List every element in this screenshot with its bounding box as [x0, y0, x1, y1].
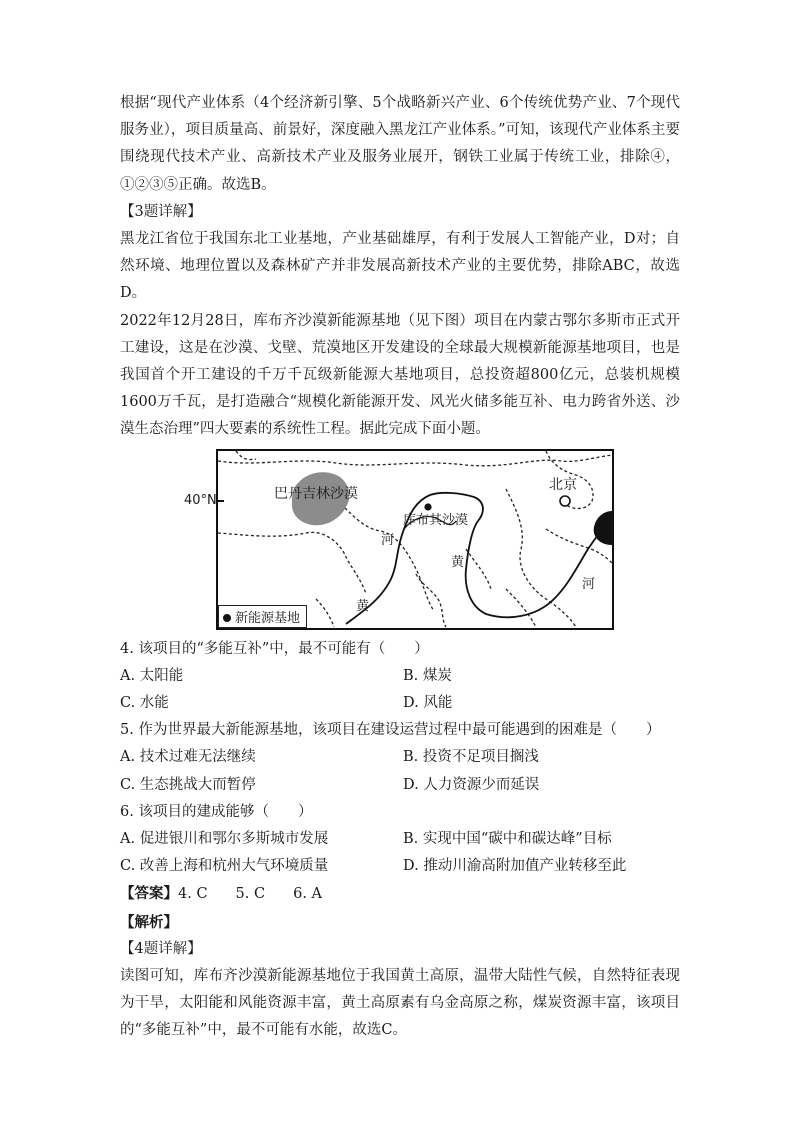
answer-4: 4. C	[178, 886, 208, 903]
kubuqi-label: 库布其沙漠	[403, 512, 469, 528]
answer-line	[120, 880, 680, 908]
question-5-stem: 5. 作为世界最大新能源基地，该项目在建设运营过程中最可能遇到的困难是（ ）	[120, 722, 661, 739]
river-label-he-1: 河	[381, 532, 395, 548]
answer-label: 【答案】	[120, 885, 178, 903]
legend-label: 新能源基地	[235, 610, 301, 626]
q4-heading: 【4题详解】	[120, 940, 202, 957]
question-4-options	[120, 663, 680, 717]
legend-dot-icon	[223, 614, 231, 622]
river-label-huang-2: 黄	[356, 598, 370, 614]
q3-explanation: 黑龙江省位于我国东北工业基地，产业基础雄厚，有利于发展人工智能产业，D对；自然环境、地理位置以及森林矿产并非发展高新技术产业的主要优势，排除ABC，故选D。	[120, 231, 680, 302]
latitude-label: 40°N	[184, 492, 217, 508]
q5-option-b: B. 投资不足项目搁浅	[403, 749, 539, 766]
beijing-label: 北京	[549, 476, 577, 493]
q6-option-c: C. 改善上海和杭州大气环境质量	[120, 858, 329, 875]
answer-5: 5. C	[235, 886, 266, 903]
question-6-stem: 6. 该项目的建成能够（ ）	[120, 803, 313, 820]
q4-option-c: C. 水能	[120, 695, 169, 712]
q6-option-b: B. 实现中国“碳中和碳达峰”目标	[403, 831, 612, 848]
river-label-he-2: 河	[582, 576, 596, 592]
q5-option-c: C. 生态挑战大而暂停	[120, 776, 256, 793]
q4-explanation: 读图可知，库布齐沙漠新能源基地位于我国黄土高原，温带大陆性气候，自然特征表现为干旱，太阳能和风能资源丰富，黄土高原素有乌金高原之称，煤炭资源丰富，该项目的“多能互补”中，最不可能有水能，故选C。	[120, 968, 680, 1039]
answer-6: 6. A	[293, 886, 323, 903]
question-stem: 2022年12月28日，库布齐沙漠新能源基地（见下图）项目在内蒙古鄂尔多斯市正式开工建设，这是在沙漠、戈壁、荒漠地区开发建设的全球最大规模新能源基地项目，也是我国首个开工建设的千万千瓦级新能源大基地项目，总投资超800亿元，总装机规模1600万千瓦，是打造融合“规模化新能源开发、风光火储多能互补、电力跨省外送、沙漠生态治理”四大要素的系统性工程。据此完成下面小题。	[120, 312, 680, 438]
q6-option-d: D. 推动川渝高附加值产业转移至此	[403, 858, 627, 875]
question-4-stem: 4. 该项目的“多能互补”中，最不可能有（ ）	[120, 640, 429, 657]
document-page	[120, 90, 680, 1045]
question-6-options	[120, 826, 680, 880]
q6-option-a: A. 促进银川和鄂尔多斯城市发展	[120, 831, 329, 848]
q5-option-d: D. 人力资源少而延误	[403, 776, 540, 793]
map-legend	[218, 605, 307, 628]
badain-jaran-label: 巴丹吉林沙漠	[274, 485, 358, 502]
q3-heading: 【3题详解】	[120, 203, 202, 220]
previous-explanation-paragraph: 根据“现代产业体系（4个经济新引擎、5个战略新兴产业、6个传统优势产业、7个现代服务业），项目质量高、前景好，深度融入黑龙江产业体系。”可知，该现代产业体系主要围绕现代技术产业、高新技术产业及服务业展开，钢铁工业属于传统工业，排除④，①②③⑤正确。故选B。	[120, 95, 680, 193]
q4-option-a: A. 太阳能	[120, 667, 184, 684]
q4-option-d: D. 风能	[403, 695, 453, 712]
question-5-options	[120, 744, 680, 798]
analysis-heading: 【解析】	[120, 913, 178, 931]
map-figure	[184, 449, 614, 630]
q5-option-a: A. 技术过难无法继续	[120, 749, 256, 766]
q4-option-b: B. 煤炭	[403, 667, 452, 684]
river-label-huang-1: 黄	[451, 554, 465, 570]
beijing-marker	[560, 496, 570, 506]
